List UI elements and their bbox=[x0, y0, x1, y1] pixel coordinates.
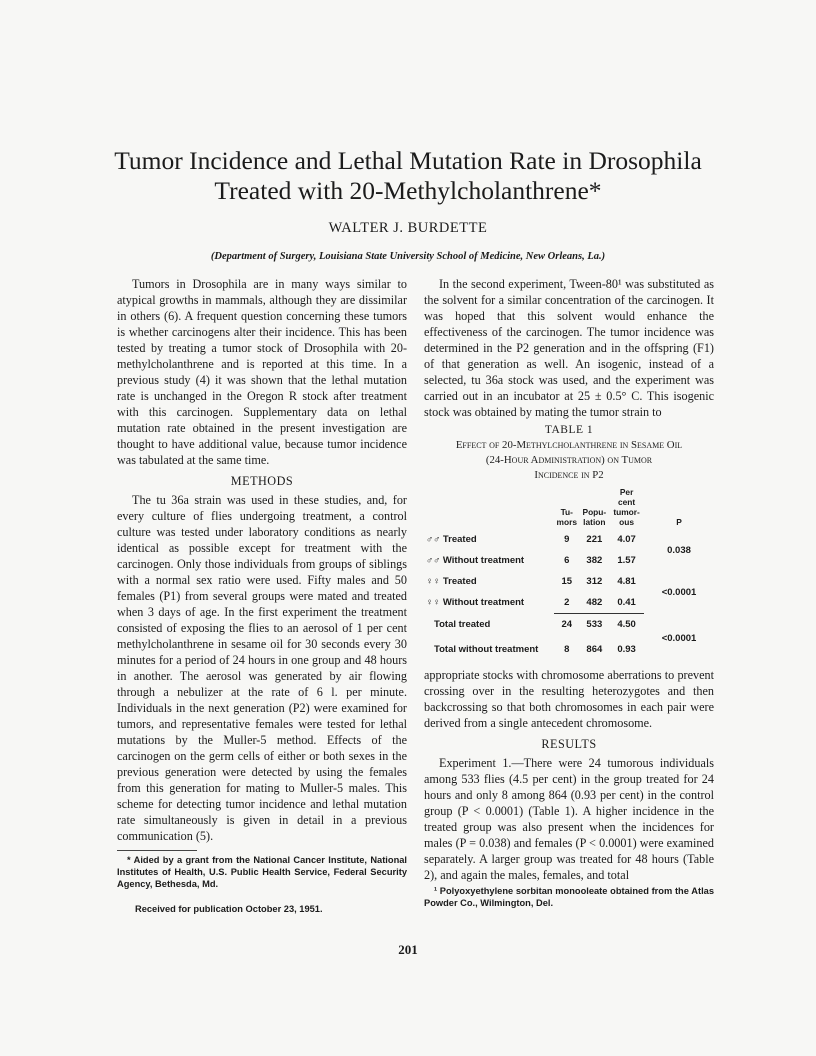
row-label: Total treated bbox=[434, 618, 491, 630]
grant-footnote: * Aided by a grant from the National Cancer Institute, National Institutes of Health, U.S. Public Health Service, Federal Security Agency, Bethesda, Md. bbox=[117, 855, 407, 889]
results-heading: RESULTS bbox=[541, 737, 597, 751]
row-percent: 1.57 bbox=[617, 555, 636, 566]
intro-paragraph: Tumors in Drosophila are in many ways similar to atypical growths in mammals, although they are dissimilar in others (6). A frequent question concerning these tumors is whether carcinogens alter their incidence. This has been tested by treating a tumor stock of Drosophila with 20-methylcholanthrene and is reported at this time. In a previous study (4) it was shown that the lethal mutation rate is unchanged in the Oregon R stock after treatment with this carcinogen. Supplementary data on lethal mutation rate obtained in the present investigation are thought to have additional value, because tumor incidence was tabulated at the same time. bbox=[117, 277, 407, 467]
table-label: TABLE 1 bbox=[544, 424, 594, 436]
row-label: ♀♀ Treated bbox=[426, 576, 477, 587]
experiment-2-paragraph: In the second experiment, Tween-80¹ was substituted as the solvent for a similar concentration of the carcinogen. It was hoped that this solvent would enhance the effectiveness of the carcinogen. The tumor incidence was determined in the P2 generation and in the offspring (F1) of that generation as well. An isogenic, instead of a selected, tu 36a stock was used, and the experiment was carried out in an incubator at 25 ± 0.5° C. This isogenic stock was obtained by mating the tumor strain to bbox=[424, 277, 714, 419]
author-name: WALTER J. BURDETTE bbox=[328, 220, 488, 236]
table-header-p: P bbox=[676, 517, 682, 527]
table-caption-line-3: Incidence in P2 bbox=[534, 469, 604, 481]
p-value-males: 0.038 bbox=[667, 544, 691, 556]
received-date: Received for publication October 23, 1951. bbox=[135, 904, 323, 914]
table-header-label bbox=[424, 487, 554, 529]
table-header-row bbox=[424, 487, 714, 529]
title-line-2: Treated with 20-Methylcholanthrene* bbox=[214, 176, 602, 205]
author-affiliation: (Department of Surgery, Louisiana State University School of Medicine, New Orleans, La.) bbox=[210, 251, 606, 262]
right-column bbox=[424, 276, 714, 909]
row-tumors: 2 bbox=[564, 597, 570, 608]
row-tumors: 8 bbox=[564, 643, 570, 655]
row-tumors: 6 bbox=[564, 555, 570, 566]
methods-paragraph: The tu 36a strain was used in these studies, and, for every culture of flies undergoing treatment, a control culture was tested under laboratory conditions as nearly identical as possible except for treatment with the carcinogen. Only those individuals from groups of siblings with a normal sex ratio were used. Fifty males and 50 females (P1) from several groups were mated and treated when 3 days of age. In the first experiment the treatment consisted of exposing the flies to an aerosol of 1 per cent methylcholanthrene in sesame oil for 30 seconds every 30 minutes for a period of 24 hours in one group and 48 hours in another. The aerosol was generated by air flowing through a nebulizer at the rate of 6 l. per minute. Individuals in the next generation (P2) were examined for tumors, and representative females were tested for lethal mutations by the Muller-5 method. Effects of the carcinogen on the germ cells of either or both sexes in the previous generation were detected by using the females from this generation for mating to Muller-5 males. This scheme for detecting tumor incidence and lethal mutation rate simultaneously is given in detail in a previous communication (5). bbox=[117, 493, 407, 843]
row-tumors: 15 bbox=[561, 576, 573, 587]
table-caption bbox=[424, 438, 714, 483]
table-header-tumors: Tu-mors bbox=[556, 507, 577, 527]
title-line-1: Tumor Incidence and Lethal Mutation Rate in Drosophila bbox=[114, 146, 702, 175]
table-caption-line-2: (24-Hour Administration) on Tumor bbox=[485, 454, 653, 466]
table-header-population: Popu-lation bbox=[582, 507, 607, 527]
footnote-rule bbox=[117, 850, 197, 851]
page-number: 201 bbox=[398, 942, 418, 957]
row-population: 382 bbox=[586, 555, 603, 566]
left-column bbox=[117, 276, 407, 914]
p-value-females: <0.0001 bbox=[661, 586, 697, 598]
row-percent: 4.07 bbox=[617, 534, 636, 545]
methods-heading: METHODS bbox=[230, 474, 294, 488]
row-label: ♀♀ Without treatment bbox=[426, 597, 525, 609]
table-1 bbox=[424, 424, 714, 663]
row-label: ♂♂ Without treatment bbox=[426, 555, 525, 566]
tumor-incidence-table bbox=[424, 487, 714, 663]
table-caption-line-1: Effect of 20-Methylcholanthrene in Sesame Oil bbox=[455, 439, 683, 451]
row-population: 482 bbox=[586, 597, 603, 608]
row-tumors: 9 bbox=[564, 534, 570, 545]
row-population: 312 bbox=[586, 576, 603, 587]
row-label: ♂♂ Treated bbox=[426, 534, 477, 545]
isogenic-paragraph: appropriate stocks with chromosome aberrations to prevent crossing over in the resulting heterozygotes and then backcrossing so that both chromosomes in each pair were derived from a single antecedent chromosome. bbox=[424, 668, 714, 730]
row-label: Total without treatment bbox=[434, 643, 539, 655]
paper-title bbox=[80, 146, 736, 206]
p-value-total: <0.0001 bbox=[661, 632, 697, 644]
tween-footnote: ¹ Polyoxyethylene sorbitan monooleate obtained from the Atlas Powder Co., Wilmington, Del. bbox=[424, 886, 714, 908]
table-row bbox=[424, 529, 714, 550]
table-row bbox=[424, 614, 714, 636]
row-percent: 0.93 bbox=[617, 643, 636, 655]
table-row bbox=[424, 571, 714, 592]
row-tumors: 24 bbox=[554, 614, 580, 636]
row-percent: 4.50 bbox=[609, 614, 644, 636]
row-population: 864 bbox=[586, 643, 603, 655]
row-population: 221 bbox=[586, 534, 603, 545]
results-paragraph: Experiment 1.—There were 24 tumorous individuals among 533 flies (4.5 per cent) in the group treated for 24 hours and only 8 among 864 (0.93 per cent) in the control group (P < 0.0001) (Table 1). A higher incidence in the treated group was also present when the incidences for males (P = 0.038) and females (P < 0.0001) were examined separately. A larger group was treated for 48 hours (Table 2), and again the males, females, and total bbox=[424, 756, 714, 882]
row-percent: 0.41 bbox=[617, 597, 636, 608]
row-percent: 4.81 bbox=[617, 576, 636, 587]
table-header-percent: Per cent tumor-ous bbox=[613, 487, 640, 527]
row-population: 533 bbox=[580, 614, 610, 636]
